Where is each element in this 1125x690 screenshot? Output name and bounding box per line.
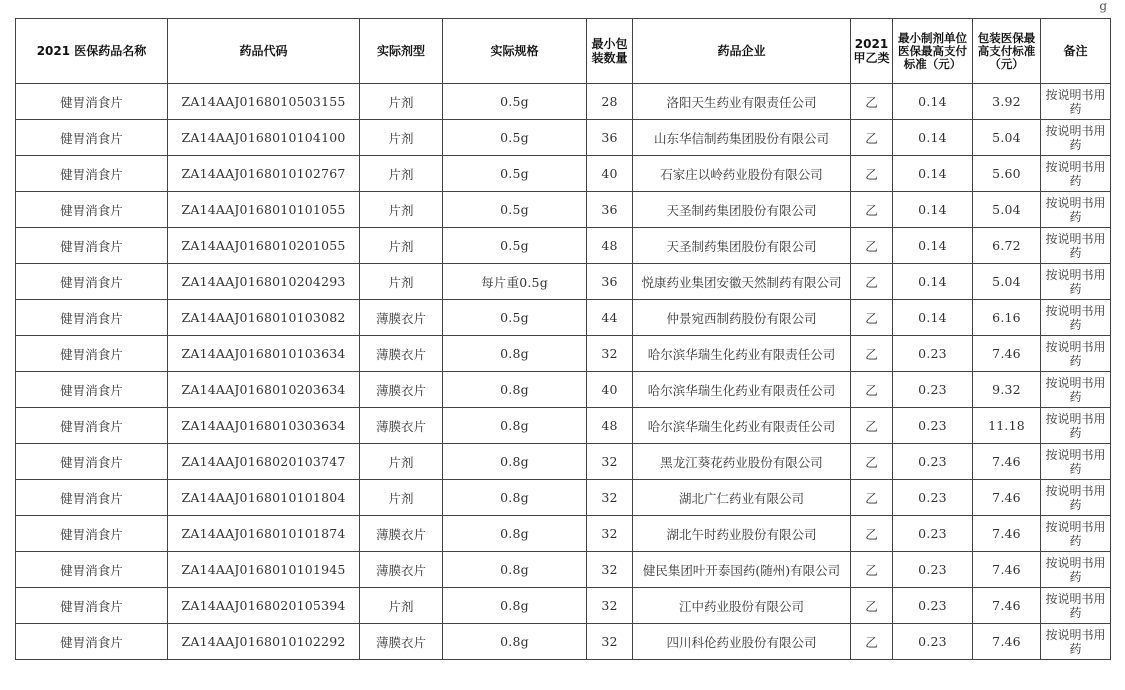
drug-name-cell: 健胃消食片 (16, 480, 168, 516)
drug-name-cell: 健胃消食片 (16, 408, 168, 444)
drug-code-cell: ZA14AAJ0168010201055 (168, 228, 360, 264)
category-cell: 乙 (851, 408, 893, 444)
specification-cell: 0.8g (443, 336, 587, 372)
specification-cell: 0.8g (443, 444, 587, 480)
specification-cell: 0.5g (443, 192, 587, 228)
table-row (16, 408, 1111, 444)
category-cell: 乙 (851, 588, 893, 624)
specification-cell: 0.5g (443, 120, 587, 156)
pack-price-cell: 5.04 (973, 264, 1041, 300)
pack-price-cell: 6.16 (973, 300, 1041, 336)
specification-cell: 每片重0.5g (443, 264, 587, 300)
remarks-cell: 按说明书用药 (1041, 120, 1111, 156)
dosage-form-cell: 片剂 (360, 264, 443, 300)
category-cell: 乙 (851, 264, 893, 300)
pack-price-cell: 7.46 (973, 552, 1041, 588)
table-row (16, 300, 1111, 336)
specification-cell: 0.8g (443, 408, 587, 444)
pack-qty-cell: 32 (587, 624, 633, 660)
dosage-form-cell: 薄膜衣片 (360, 516, 443, 552)
drug-code-cell: ZA14AAJ0168010101945 (168, 552, 360, 588)
remarks-cell: 按说明书用药 (1041, 588, 1111, 624)
header-specification: 实际规格 (443, 19, 587, 84)
remarks-cell: 按说明书用药 (1041, 480, 1111, 516)
page-number-mark: g (1099, 0, 1107, 13)
dosage-form-cell: 片剂 (360, 192, 443, 228)
drug-name-cell: 健胃消食片 (16, 372, 168, 408)
dosage-form-cell: 片剂 (360, 156, 443, 192)
manufacturer-cell: 江中药业股份有限公司 (633, 588, 851, 624)
drug-code-cell: ZA14AAJ0168010101055 (168, 192, 360, 228)
drug-name-cell: 健胃消食片 (16, 300, 168, 336)
remarks-cell: 按说明书用药 (1041, 300, 1111, 336)
dosage-form-cell: 片剂 (360, 588, 443, 624)
remarks-cell: 按说明书用药 (1041, 156, 1111, 192)
table-row (16, 624, 1111, 660)
specification-cell: 0.8g (443, 588, 587, 624)
unit-price-cell: 0.23 (893, 444, 973, 480)
manufacturer-cell: 石家庄以岭药业股份有限公司 (633, 156, 851, 192)
manufacturer-cell: 哈尔滨华瑞生化药业有限责任公司 (633, 408, 851, 444)
drug-code-cell: ZA14AAJ0168010102767 (168, 156, 360, 192)
drug-name-cell: 健胃消食片 (16, 228, 168, 264)
manufacturer-cell: 洛阳天生药业有限责任公司 (633, 84, 851, 120)
header-dosage-form: 实际剂型 (360, 19, 443, 84)
category-cell: 乙 (851, 552, 893, 588)
category-cell: 乙 (851, 336, 893, 372)
specification-cell: 0.8g (443, 624, 587, 660)
dosage-form-cell: 片剂 (360, 84, 443, 120)
drug-name-cell: 健胃消食片 (16, 516, 168, 552)
pack-price-cell: 6.72 (973, 228, 1041, 264)
remarks-cell: 按说明书用药 (1041, 336, 1111, 372)
dosage-form-cell: 片剂 (360, 120, 443, 156)
drug-name-cell: 健胃消食片 (16, 120, 168, 156)
drug-code-cell: ZA14AAJ0168010303634 (168, 408, 360, 444)
specification-cell: 0.5g (443, 84, 587, 120)
manufacturer-cell: 山东华信制药集团股份有限公司 (633, 120, 851, 156)
drug-name-cell: 健胃消食片 (16, 156, 168, 192)
specification-cell: 0.5g (443, 300, 587, 336)
drug-price-table (15, 18, 1111, 660)
unit-price-cell: 0.14 (893, 120, 973, 156)
pack-price-cell: 7.46 (973, 480, 1041, 516)
unit-price-cell: 0.14 (893, 84, 973, 120)
pack-qty-cell: 40 (587, 156, 633, 192)
remarks-cell: 按说明书用药 (1041, 444, 1111, 480)
manufacturer-cell: 哈尔滨华瑞生化药业有限责任公司 (633, 336, 851, 372)
pack-qty-cell: 28 (587, 84, 633, 120)
specification-cell: 0.5g (443, 156, 587, 192)
table-row (16, 552, 1111, 588)
header-drug-name: 2021 医保药品名称 (16, 19, 168, 84)
table-row (16, 444, 1111, 480)
manufacturer-cell: 仲景宛西制药股份有限公司 (633, 300, 851, 336)
unit-price-cell: 0.14 (893, 228, 973, 264)
drug-code-cell: ZA14AAJ0168010204293 (168, 264, 360, 300)
manufacturer-cell: 哈尔滨华瑞生化药业有限责任公司 (633, 372, 851, 408)
dosage-form-cell: 薄膜衣片 (360, 624, 443, 660)
header-category: 2021甲乙类 (851, 19, 893, 84)
header-row (16, 19, 1111, 84)
drug-code-cell: ZA14AAJ0168010101804 (168, 480, 360, 516)
drug-code-cell: ZA14AAJ0168010103634 (168, 336, 360, 372)
table-row (16, 372, 1111, 408)
pack-qty-cell: 44 (587, 300, 633, 336)
table-row (16, 264, 1111, 300)
specification-cell: 0.8g (443, 480, 587, 516)
table-row (16, 336, 1111, 372)
pack-qty-cell: 32 (587, 480, 633, 516)
pack-price-cell: 7.46 (973, 588, 1041, 624)
table-row (16, 228, 1111, 264)
table-row (16, 192, 1111, 228)
pack-qty-cell: 32 (587, 552, 633, 588)
table-row (16, 120, 1111, 156)
specification-cell: 0.8g (443, 516, 587, 552)
drug-code-cell: ZA14AAJ0168010102292 (168, 624, 360, 660)
dosage-form-cell: 片剂 (360, 444, 443, 480)
dosage-form-cell: 薄膜衣片 (360, 372, 443, 408)
pack-qty-cell: 32 (587, 336, 633, 372)
unit-price-cell: 0.14 (893, 264, 973, 300)
remarks-cell: 按说明书用药 (1041, 264, 1111, 300)
unit-price-cell: 0.23 (893, 624, 973, 660)
pack-price-cell: 5.04 (973, 120, 1041, 156)
header-remarks: 备注 (1041, 19, 1111, 84)
dosage-form-cell: 薄膜衣片 (360, 552, 443, 588)
category-cell: 乙 (851, 444, 893, 480)
manufacturer-cell: 湖北广仁药业有限公司 (633, 480, 851, 516)
pack-price-cell: 5.04 (973, 192, 1041, 228)
remarks-cell: 按说明书用药 (1041, 516, 1111, 552)
pack-qty-cell: 32 (587, 516, 633, 552)
specification-cell: 0.5g (443, 228, 587, 264)
pack-qty-cell: 32 (587, 444, 633, 480)
table-row (16, 516, 1111, 552)
drug-code-cell: ZA14AAJ0168010503155 (168, 84, 360, 120)
unit-price-cell: 0.23 (893, 516, 973, 552)
dosage-form-cell: 薄膜衣片 (360, 408, 443, 444)
pack-qty-cell: 36 (587, 192, 633, 228)
pack-price-cell: 7.46 (973, 516, 1041, 552)
category-cell: 乙 (851, 516, 893, 552)
pack-price-cell: 11.18 (973, 408, 1041, 444)
drug-name-cell: 健胃消食片 (16, 84, 168, 120)
pack-qty-cell: 48 (587, 408, 633, 444)
manufacturer-cell: 黑龙江葵花药业股份有限公司 (633, 444, 851, 480)
unit-price-cell: 0.23 (893, 408, 973, 444)
unit-price-cell: 0.14 (893, 156, 973, 192)
pack-qty-cell: 36 (587, 120, 633, 156)
drug-code-cell: ZA14AAJ0168010203634 (168, 372, 360, 408)
manufacturer-cell: 天圣制药集团股份有限公司 (633, 192, 851, 228)
table-row (16, 480, 1111, 516)
pack-price-cell: 3.92 (973, 84, 1041, 120)
pack-qty-cell: 32 (587, 588, 633, 624)
specification-cell: 0.8g (443, 372, 587, 408)
category-cell: 乙 (851, 228, 893, 264)
specification-cell: 0.8g (443, 552, 587, 588)
header-manufacturer: 药品企业 (633, 19, 851, 84)
drug-name-cell: 健胃消食片 (16, 192, 168, 228)
category-cell: 乙 (851, 300, 893, 336)
dosage-form-cell: 片剂 (360, 228, 443, 264)
unit-price-cell: 0.23 (893, 480, 973, 516)
dosage-form-cell: 薄膜衣片 (360, 300, 443, 336)
category-cell: 乙 (851, 372, 893, 408)
drug-name-cell: 健胃消食片 (16, 624, 168, 660)
manufacturer-cell: 健民集团叶开泰国药(随州)有限公司 (633, 552, 851, 588)
remarks-cell: 按说明书用药 (1041, 84, 1111, 120)
manufacturer-cell: 四川科伦药业股份有限公司 (633, 624, 851, 660)
header-unit-max-price: 最小制剂单位医保最高支付标准（元） (893, 19, 973, 84)
pack-price-cell: 7.46 (973, 624, 1041, 660)
unit-price-cell: 0.23 (893, 372, 973, 408)
manufacturer-cell: 湖北午时药业股份有限公司 (633, 516, 851, 552)
manufacturer-cell: 天圣制药集团股份有限公司 (633, 228, 851, 264)
drug-name-cell: 健胃消食片 (16, 336, 168, 372)
unit-price-cell: 0.23 (893, 336, 973, 372)
pack-price-cell: 7.46 (973, 336, 1041, 372)
category-cell: 乙 (851, 156, 893, 192)
table-row (16, 588, 1111, 624)
unit-price-cell: 0.14 (893, 192, 973, 228)
table-row (16, 156, 1111, 192)
drug-code-cell: ZA14AAJ0168010104100 (168, 120, 360, 156)
pack-price-cell: 9.32 (973, 372, 1041, 408)
unit-price-cell: 0.23 (893, 552, 973, 588)
pack-price-cell: 5.60 (973, 156, 1041, 192)
remarks-cell: 按说明书用药 (1041, 552, 1111, 588)
header-pack-max-price: 包装医保最高支付标准（元） (973, 19, 1041, 84)
pack-qty-cell: 36 (587, 264, 633, 300)
remarks-cell: 按说明书用药 (1041, 372, 1111, 408)
dosage-form-cell: 薄膜衣片 (360, 336, 443, 372)
manufacturer-cell: 悦康药业集团安徽天然制药有限公司 (633, 264, 851, 300)
table-row (16, 84, 1111, 120)
unit-price-cell: 0.23 (893, 588, 973, 624)
drug-code-cell: ZA14AAJ0168010101874 (168, 516, 360, 552)
category-cell: 乙 (851, 624, 893, 660)
remarks-cell: 按说明书用药 (1041, 408, 1111, 444)
remarks-cell: 按说明书用药 (1041, 192, 1111, 228)
category-cell: 乙 (851, 480, 893, 516)
dosage-form-cell: 片剂 (360, 480, 443, 516)
drug-name-cell: 健胃消食片 (16, 444, 168, 480)
drug-name-cell: 健胃消食片 (16, 264, 168, 300)
pack-qty-cell: 48 (587, 228, 633, 264)
remarks-cell: 按说明书用药 (1041, 624, 1111, 660)
table-body (16, 84, 1111, 660)
header-drug-code: 药品代码 (168, 19, 360, 84)
unit-price-cell: 0.14 (893, 300, 973, 336)
drug-name-cell: 健胃消食片 (16, 588, 168, 624)
pack-qty-cell: 40 (587, 372, 633, 408)
drug-name-cell: 健胃消食片 (16, 552, 168, 588)
drug-code-cell: ZA14AAJ0168020105394 (168, 588, 360, 624)
drug-code-cell: ZA14AAJ0168020103747 (168, 444, 360, 480)
category-cell: 乙 (851, 192, 893, 228)
category-cell: 乙 (851, 84, 893, 120)
header-min-pack-qty: 最小包装数量 (587, 19, 633, 84)
remarks-cell: 按说明书用药 (1041, 228, 1111, 264)
pack-price-cell: 7.46 (973, 444, 1041, 480)
drug-code-cell: ZA14AAJ0168010103082 (168, 300, 360, 336)
category-cell: 乙 (851, 120, 893, 156)
